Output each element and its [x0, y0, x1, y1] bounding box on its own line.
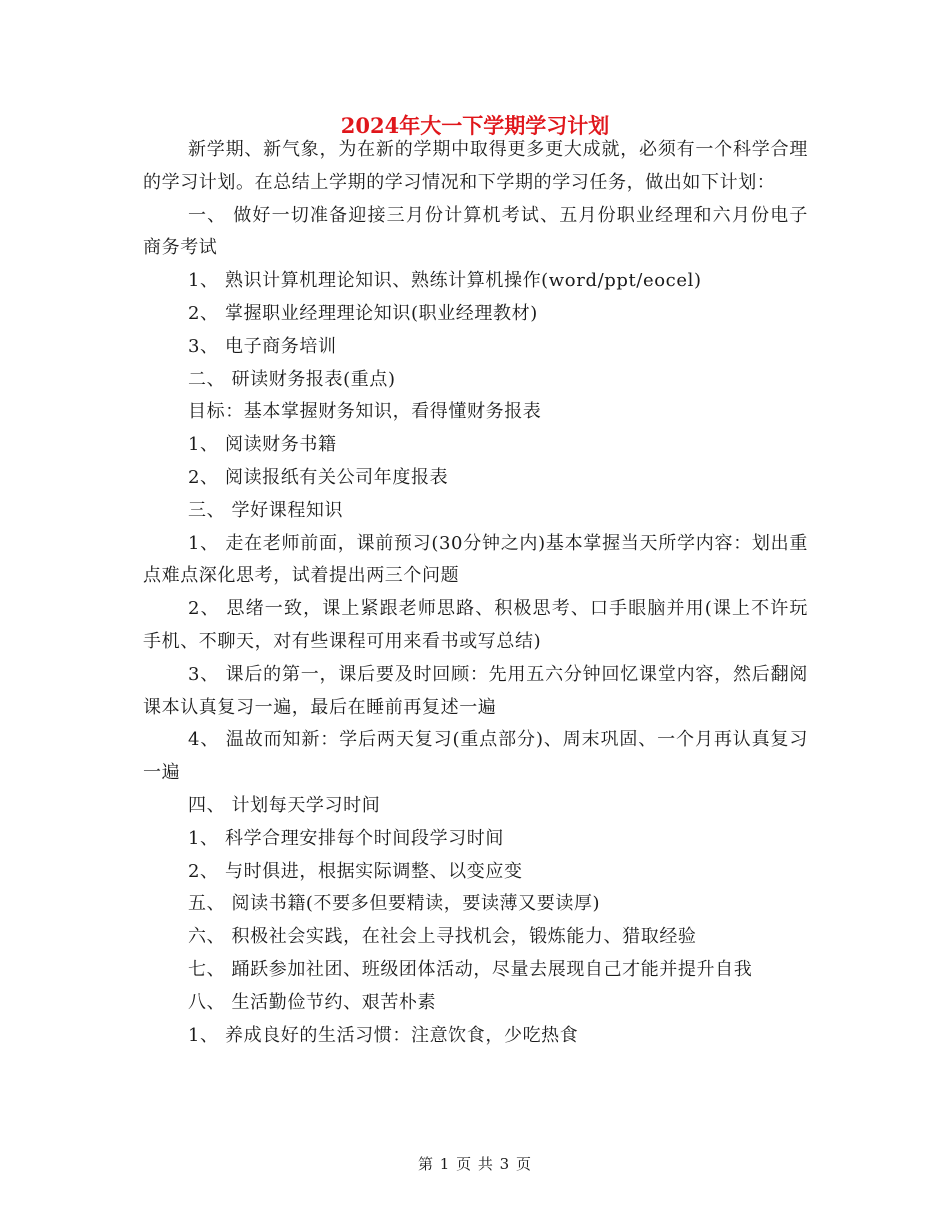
- section-3-heading: 三、 学好课程知识: [188, 499, 344, 521]
- list-item: 2、 与时俱进，根据实际调整、以变应变: [188, 860, 523, 882]
- section-5-heading: 五、 阅读书籍(不要多但要精读，要读薄又要读厚): [188, 893, 601, 915]
- list-item: 3、 电子商务培训: [188, 335, 337, 357]
- list-item: 1、 科学合理安排每个时间段学习时间: [188, 827, 504, 849]
- section-6-heading: 六、 积极社会实践，在社会上寻找机会，锻炼能力、猎取经验: [188, 926, 697, 948]
- list-item: 2、 思绪一致，课上紧跟老师思路、积极思考、口手眼脑并用(课上不许玩手机、不聊天，对有些课程可用来看书或写总结): [143, 598, 808, 652]
- list-item: 2、 掌握职业经理理论知识(职业经理教材): [188, 302, 538, 324]
- list-item: 4、 温故而知新：学后两天复习(重点部分)、周末巩固、一个月再认真复习一遍: [143, 729, 808, 784]
- section-2-heading: 二、 研读财务报表(重点): [188, 368, 396, 390]
- section-4-heading: 四、 计划每天学习时间: [188, 794, 381, 816]
- page-footer: 第 1 页 共 3 页: [418, 1155, 532, 1173]
- section-8-heading: 八、 生活勤俭节约、艰苦朴素: [188, 991, 437, 1013]
- list-item: 1、 走在老师前面，课前预习(30分钟之内)基本掌握当天所学内容：划出重点难点深化思考，试着提出两三个问题: [143, 532, 808, 587]
- document-body: [143, 134, 808, 1052]
- list-item: 1、 熟识计算机理论知识、熟练计算机操作(word/ppt/eocel): [188, 270, 702, 292]
- list-item: 3、 课后的第一，课后要及时回顾：先用五六分钟回忆课堂内容，然后翻阅课本认真复习一遍，最后在睡前再复述一遍: [143, 663, 808, 718]
- list-item: 1、 养成良好的生活习惯：注意饮食，少吃热食: [188, 1024, 579, 1046]
- paragraph-intro: 新学期、新气象，为在新的学期中取得更多更大成就，必须有一个科学合理的学习计划。在总结上学期的学习情况和下学期的学习任务，做出如下计划：: [143, 139, 808, 193]
- list-item: 1、 阅读财务书籍: [188, 434, 337, 456]
- section-7-heading: 七、 踊跃参加社团、班级团体活动，尽量去展现自己才能并提升自我: [188, 958, 753, 980]
- section-2-goal: 目标：基本掌握财务知识，看得懂财务报表: [188, 401, 542, 423]
- document-title: 2024年大一下学期学习计划: [340, 113, 610, 138]
- list-item: 2、 阅读报纸有关公司年度报表: [188, 466, 449, 488]
- section-1-heading: 一、 做好一切准备迎接三月份计算机考试、五月份职业经理和六月份电子商务考试: [143, 204, 808, 259]
